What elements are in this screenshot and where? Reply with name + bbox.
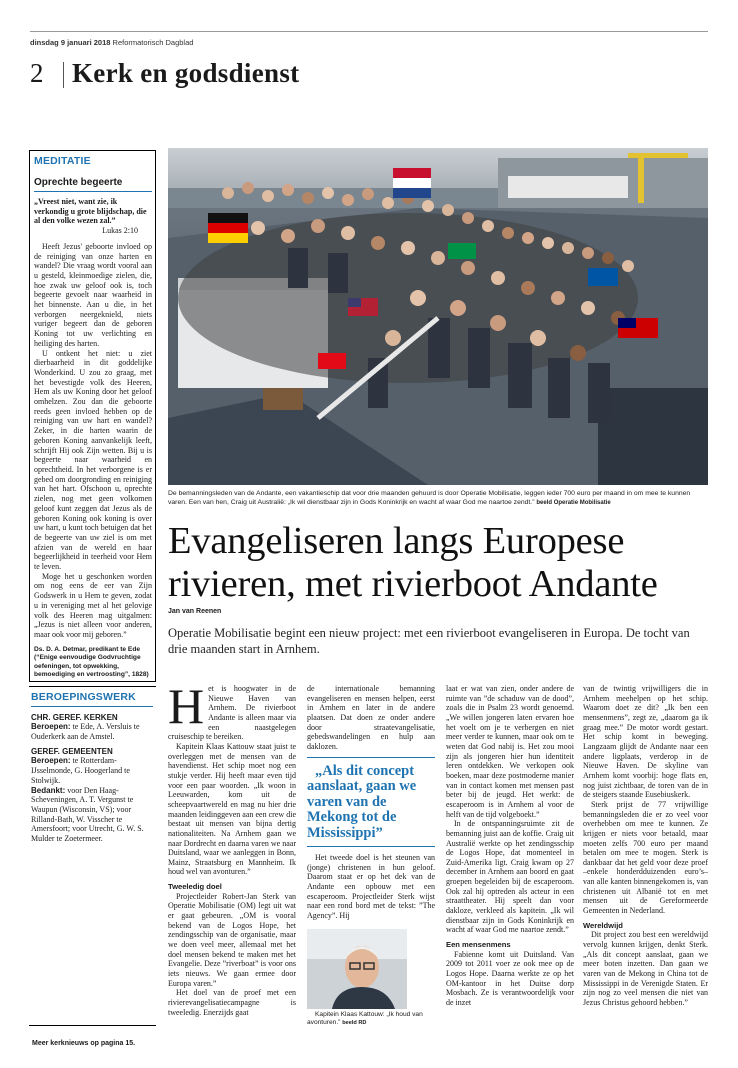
section-title: Kerk en godsdienst [72, 58, 300, 88]
meditatie-title: Oprechte begeerte [34, 177, 123, 188]
portrait-caption-text: Kapitein Klaas Kattouw: „Ik houd van avonturen.” [307, 1010, 423, 1027]
beroep-label: Beroepen: [31, 756, 71, 766]
meditatie-quote-ref: Lukas 2:10 [102, 226, 138, 236]
article-column-3 [446, 684, 574, 1038]
meditatie-paragraph: U ontkent het niet: u ziet dierbaarheid in dit goddelijke Wonderkind. U zou zo graag, met het bevestigde volk des Heeren, Hem als uw Koning door het geloof omhelzen. Zou dan die geboorte reeds geen invloed hebben op de reiniging van uw hart en wandel? Zeker, in die harten waarin de geboren Koning aanvankelijk leeft, schrijft Hij ook Zijn wetten. Bij u is begeerte naar waarheid en oprechtheid. In het verborgene is er gebed om doorgronding en reiniging van het hart. Ofschoon u, oprechte zielen, nog met geen volkomen geloof kunt zeggen dat Jezus als de geboren Koning ook koning is over uw hart, u kunt toch betuigen dat het de begeerte van uw ziel is om met afzien van de wereld en haar begeerlijkheid in teerheid voor Hem te leven. [34, 348, 152, 572]
church-group-heading: CHR. GEREF. KERKEN [31, 713, 118, 722]
beroep-label: Bedankt: [31, 785, 66, 795]
photo-illustration [168, 148, 708, 485]
beroep-label: Beroepen: [31, 722, 71, 731]
beroepingswerk-box [29, 686, 156, 1026]
portrait-caption [307, 1011, 435, 1028]
article-paragraph: Fabienne komt uit Duitsland. Van 2009 tot 2011 voer ze ook mee op de Logos Hope. Daarna werkte ze op het OM-kantoor in het Duitse dorp Mosbach. Ze is verantwoordelijk voor de inzet [446, 949, 574, 1007]
top-rule [30, 31, 708, 32]
article-paragraph: In de ontspanningsruimte zit de bemanning juist aan de koffie. Craig uit Australië werkte op het zendingsschip de Logos Hope, dat momenteel in Zuid-Amerika ligt. Craig kwam op 27 december in Arnhem aan boord en gaat groepen begeleiden bij de escaperoom. Ook zal hij optreden als acteur in een straattheater. Hij speelt dan voor dakloze, verkleed als kapitein. „Ik wil dienstbaar zijn in Gods Koninkrijk en wacht af waar God me naartoe zendt.” [446, 819, 574, 935]
article-paragraph: Het tweede doel is het steunen van (jonge) christenen in hun geloof. Daarom staat er op het dek van de Andante een opbouw met een escaperoom. Projectleider Sterk wijst naar een rond bord met de tekst: ”The Agency”. Hij [307, 853, 435, 921]
beroep-text: voor Den Haag-Scheveningen, A. T. Vergunst te Waupun (Wisconsin, VS); voor Rilland-Bath, W. Visscher te Amersfoort; voor Utrecht, G. W. S. Mulder te Zoetermeer. [31, 785, 144, 844]
article-paragraph: Kapitein Klaas Kattouw staat juist te overleggen met de mensen van de havendienst. Het schip moet nog een stukje verder. Hij heeft maar even tijd voor een paar woorden. „Ik woon in Leeuwarden, kom uit de scheepvaartwereld en mag nu hier drie maanden leidinggeven aan een crew die bestaat uit mensen van bijna dertig nationaliteiten. Na Arnhem gaan we naar Dordrecht en daarna varen we naar Duitsland, waar we aanleggen in Bonn, Mainz, Straatsburg en Mannheim. Ik houd wel van avonturen.” [168, 741, 296, 877]
article-first-text: et is hoogwater in de Nieuwe Haven van Arnhem. De rivierboot Andante is alleen maar via een naastgelegen cruiseschip te bereiken. [168, 684, 296, 742]
meditatie-paragraph: Heeft Jezus' geboorte invloed op de reiniging van onze harten en wandel? Die vraag wordt vooral aan u gesteld, kleinmoedige zielen, die, hoe zwak uw geloof ook is, toch begeerte gevoelt naar waarheid in het binnenste. Aan u die, in het verborgen neergeknield, niets vuriger begeert dan de geboren Koning tot uw verlichting en heiliging des harten. [34, 241, 152, 348]
church-group-heading: GEREF. GEMEENTEN [31, 747, 113, 757]
article-subheading: Wereldwijd [583, 920, 623, 930]
more-news-reference: Meer kerknieuws op pagina 15. [32, 1040, 136, 1047]
issue-date: dinsdag 9 januari 2018 [30, 38, 111, 47]
article-headline: Evangeliseren langs Europese rivieren, met rivierboot Andante [168, 520, 658, 605]
meditatie-kicker: MEDITATIE [34, 155, 91, 167]
page-number: 2 [30, 58, 44, 88]
pullquote-rule [307, 757, 435, 758]
pullquote-rule [307, 846, 435, 847]
beroep-text: te Ede, A. Versluis te Ouderkerk aan de Amstel. [31, 722, 140, 741]
photo-caption [168, 489, 708, 508]
article-paragraph: Sterk prijst de 77 vrijwillige bemanningsleden die er zo veel voor overhebben om mee te kunnen. Ze krijgen er niets voor betaald, maar moeten zelfs 700 euro per maand betalen om mee te mogen. Sterk is dankbaar dat het geld voor deze proef –enkele honderdduizenden euro’s– van alle kanten binnengekomen is, van christenen uit Albanië tot en met mensen uit de Gereformeerde Gemeenten in Nederland. [583, 799, 708, 916]
article-subheading: Tweeledig doel [168, 882, 222, 892]
article-paragraph: Projectleider Robert-Jan Sterk van Operatie Mobilisatie (OM) legt uit wat er gaat gebeuren. „OM is vooral bekend van de Logos Hope, het zendingsschip van de organisatie, maar we doen veel meer, allemaal met het doel mensen bekend te maken met het Evangelie. Deze ”riverboat” is voor ons iets nieuws. We gaan ermee door Europa varen.” [168, 891, 296, 988]
meditatie-rule [34, 191, 152, 192]
crew-group-photo [168, 148, 708, 485]
photo-caption-text: De bemanningsleden van de Andante, een vakantieschip dat voor drie maanden gehuurd is door Operatie Mobilisatie, leggen ieder 700 euro per maand in om mee te kunnen varen. Een van hen, Craig uit Australië: „Ik wil dienstbaar zijn in Gods Koninkrijk en wacht af waar God me naartoe zendt.” [168, 490, 691, 506]
article-column-1 [168, 684, 296, 1038]
beroepingswerk-rule [31, 706, 153, 707]
beroep-entry [31, 756, 153, 785]
article-paragraph: laat er wat van zien, onder andere de ruimte van ”de schaduw van de dood”, zoals die in Psalm 23 wordt genoemd. „We willen jongeren laten ervaren hoe het voelt om je te verbergen en niet meer verder te kunnen, maar ook om te weten dat God nabij is. Het zou mooi zijn als jongeren hier hun identiteit leren ontdekken. We verkopen ook boeken, maar deze postmoderne manier van in contact komen met mensen past beter bij de jeugd. Het werkt: de escaperoom is in Arnhem al voor de helft van de tijd volgeboekt.” [446, 684, 574, 819]
article-column-4 [583, 684, 708, 1038]
article-paragraph: Dit project zou best een wereldwijd vervolg kunnen krijgen, denkt Sterk. „Als dit concept aanslaat, gaan we meer boten inzetten. Dan gaan we varen van de Mekong in China tot de Mississippi in de Verenigde Staten. Er zijn nog zo veel mensen die niet van Jezus Christus gehoord hebben.” [583, 930, 708, 1007]
section-divider [63, 62, 64, 88]
dropcap: H [168, 684, 205, 734]
meditatie-text [34, 242, 152, 640]
article-byline: Jan van Reenen [168, 608, 222, 615]
beroep-entry [31, 722, 153, 741]
meditatie-author: Ds. D. A. Detmar, predikant te Ede (“Enige eenvoudige Godvruchtige oefeningen, tot opwekking, bemoediging en vertroosting”, 1828) [34, 645, 149, 679]
article-paragraph: Het doel van de proef met een rivierevangelisatiecampagne is tweeledig. Enerzijds gaat [168, 988, 296, 1017]
dateline [30, 38, 193, 47]
captain-portrait [307, 929, 407, 1009]
article-lead: Operatie Mobilisatie begint een nieuw project: met een rivierboot evangeliseren in Europa. De tocht van drie maanden start in Arnhem. [168, 626, 690, 656]
meditatie-paragraph: Moge het u geschonken worden om nog eens de eer van Zijn Godswerk in u Hem te geven, zodat u in vereniging met al het gelovige volk des Heeren mag uitgalmen: „Jezus is niet alleen voor anderen, maar ook voor mij geboren.” [34, 571, 152, 639]
meditatie-box [29, 150, 156, 682]
beroep-text: te Rotterdam-IJsselmonde, G. Hoogerland te Stolwijk. [31, 756, 130, 785]
article-column-2 [307, 684, 435, 1038]
meditatie-quote: „Vreest niet, want zie, ik verkondig u grote blijdschap, die al den volke wezen zal.” [34, 197, 147, 226]
article-paragraph: de internationale bemanning evangeliseren en mensen helpen, eerst in Arnhem en later in de andere plaatsen. Dat doen ze onder andere door straatevangelisatie, gebedswandelingen en hulp aan daklozen. [307, 684, 435, 751]
portrait-illustration [307, 929, 407, 1009]
article-subheading: Een mensenmens [446, 940, 511, 950]
article-paragraph: van de twintig vrijwilligers die in Arnhem meehelpen op het schip. Waarom doet ze dit? „Ik ben een mensenmens”, zegt ze, „daarom ga ik graag mee.” De motor wordt gestart. Het schip komt in beweging. Langzaam glijdt de Andante naar een andere ligplaats, verderop in de Nieuwe Haven. De skyline van Arnhem komt voorbij: hoge flats en, nog juist zichtbaar, de toren van de in de steigers staande Eusebiuskerk. [583, 684, 708, 800]
portrait-credit: beeld RD [342, 1020, 367, 1027]
article-paragraph [168, 684, 296, 742]
beroep-entry [31, 786, 153, 844]
pullquote: „Als dit concept aanslaat, gaan we varen van de Mekong tot de Mississippi” [307, 762, 417, 841]
newspaper-name: Reformatorisch Dagblad [112, 38, 194, 47]
photo-credit: beeld Operatie Mobilisatie [536, 500, 611, 506]
beroepingswerk-kicker: BEROEPINGSWERK [31, 691, 136, 703]
